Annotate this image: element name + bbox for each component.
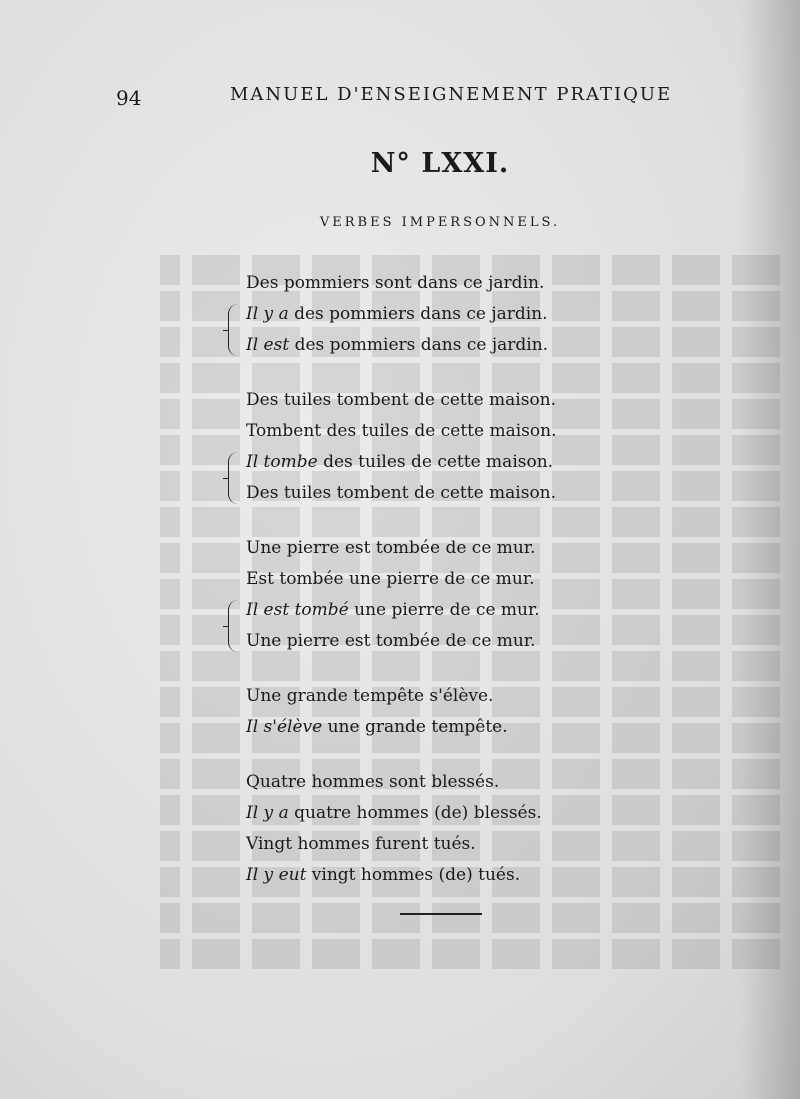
example-line: Une pierre est tombée de ce mur. (246, 631, 536, 651)
example-line: Des tuiles tombent de cette maison. (246, 390, 557, 410)
running-title: MANUEL D'ENSEIGNEMENT PRATIQUE (230, 84, 673, 105)
example-line: Une grande tempête s'élève. (246, 686, 494, 706)
example-line: Une pierre est tombée de ce mur. (246, 538, 536, 558)
section-number: N° LXXI. (370, 148, 510, 179)
example-group-1 (246, 268, 696, 361)
example-line: Des pommiers sont dans ce jardin. (246, 273, 545, 293)
example-line: Il est des pommiers dans ce jardin. (246, 335, 549, 355)
example-line: Quatre hommes sont blessés. (246, 772, 500, 792)
section-subtitle: VERBES IMPERSONNELS. (319, 215, 561, 230)
brace-mark (228, 600, 238, 652)
example-line: Il s'élève une grande tempête. (246, 717, 508, 737)
example-sentences (246, 268, 696, 915)
example-line: Tombent des tuiles de cette maison. (246, 421, 557, 441)
example-line: Il y a quatre hommes (de) blessés. (246, 803, 542, 823)
example-line: Il y eut vingt hommes (de) tués. (246, 865, 521, 885)
example-group-4 (246, 681, 696, 743)
running-head (0, 80, 800, 120)
end-rule (400, 913, 482, 915)
brace-mark (228, 452, 238, 504)
example-group-3 (246, 533, 696, 657)
example-line: Des tuiles tombent de cette maison. (246, 483, 557, 503)
example-group-2 (246, 385, 696, 509)
page-number: 94 (116, 86, 142, 110)
example-line: Est tombée une pierre de ce mur. (246, 569, 535, 589)
example-line: Il y a des pommiers dans ce jardin. (246, 304, 548, 324)
example-group-5 (246, 767, 696, 891)
example-line: Vingt hommes furent tués. (246, 834, 476, 854)
example-line: Il est tombé une pierre de ce mur. (246, 600, 540, 620)
example-line: Il tombe des tuiles de cette maison. (246, 452, 554, 472)
brace-mark (228, 304, 238, 356)
